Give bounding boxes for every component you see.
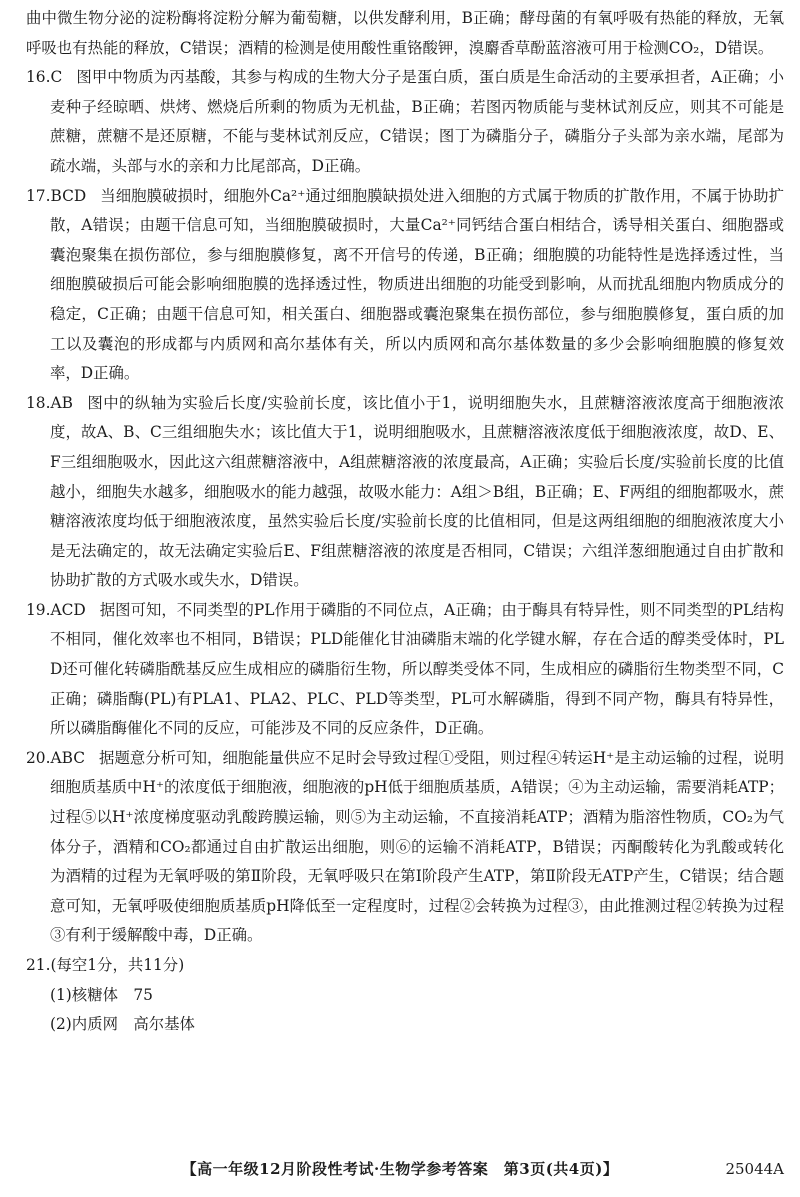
question-explanation: 据图可知，不同类型的PL作用于磷脂的不同位点，A正确；由于酶具有特异性，则不同类型的PL结构不相同，催化效率也不相同，B错误；PLD能催化甘油磷脂末端的化学键水解，存在合适的醇类受体时，PLD还可催化转磷脂酰基反应生成相应的磷脂衍生物，所以醇类受体不同，生成相应的磷脂衍生物类型不同，C正确；磷脂酶(PL)有PLA1、PLA2、PLC、PLD等类型，PL可水解磷脂，得到不同产物，酶具有特异性，所以磷脂酶催化不同的反应，可能涉及不同的反应条件，D正确。 [50, 600, 784, 738]
question-17 [26, 182, 784, 389]
continuation-paragraph: 曲中微生物分泌的淀粉酶将淀粉分解为葡萄糖，以供发酵利用，B正确；酵母菌的有氧呼吸有热能的释放，无氧呼吸也有热能的释放，C错误；酒精的检测是使用酸性重铬酸钾，溴麝香草酚蓝溶液可用于检测CO₂，D错误。 [26, 9, 784, 57]
question-explanation: 图中的纵轴为实验后长度/实验前长度，该比值小于1，说明细胞失水，且蔗糖溶液浓度高于细胞液浓度，故A、B、C三组细胞失水；该比值大于1，说明细胞吸水，且蔗糖溶液浓度低于细胞液浓度，故D、E、F三组细胞吸水，因此这六组蔗糖溶液中，A组蔗糖溶液的浓度最高，A正确；实验后长度/实验前长度的比值越小，细胞失水越多，细胞吸水的能力越强，故吸水能力：A组＞B组，B正确；E、F两组的细胞都吸水，蔗糖溶液浓度均低于细胞液浓度，虽然实验后长度/实验前长度的比值相同，但是这两组细胞的细胞液浓度大小是无法确定的，故无法确定实验后E、F组蔗糖溶液的浓度是否相同，C错误；六组洋葱细胞通过自由扩散和协助扩散的方式吸水或失水，D错误。 [50, 393, 784, 590]
question-explanation: 图甲中物质为丙基酸，其参与构成的生物大分子是蛋白质，蛋白质是生命活动的主要承担者，A正确；小麦种子经晾晒、烘烤、燃烧后所剩的物质为无机盐，B正确；若图丙物质能与斐林试剂反应，则其不可能是蔗糖，蔗糖不是还原糖，不能与斐林试剂反应，C错误；图丁为磷脂分子，磷脂分子头部为亲水端，尾部为疏水端，头部与水的亲和力比尾部高，D正确。 [50, 68, 784, 175]
question-21-item-1: (1)核糖体 75 [50, 985, 153, 1004]
question-16 [26, 63, 784, 181]
question-18 [26, 389, 784, 596]
question-explanation: 据题意分析可知，细胞能量供应不足时会导致过程①受阻，则过程④转运H⁺是主动运输的过程，说明细胞质基质中H⁺的浓度低于细胞液，细胞液的pH低于细胞质基质，A错误；④为主动运输，需要消耗ATP；过程⑤以H⁺浓度梯度驱动乳酸跨膜运输，则⑤为主动运输，不直接消耗ATP；酒精为脂溶性物质，CO₂为气体分子，酒精和CO₂都通过自由扩散运出细胞，则⑥的运输不消耗ATP，B错误；丙酮酸转化为乳酸或转化为酒精的过程为无氧呼吸的第Ⅱ阶段，无氧呼吸只在第Ⅰ阶段产生ATP，第Ⅱ阶段无ATP产生，C错误；结合题意可知，无氧呼吸使细胞质基质pH降低至一定程度时，过程②会转换为过程③，由此推测过程②转换为过程③有利于缓解酸中毒，D正确。 [50, 748, 784, 945]
question-21-header: 21.(每空1分，共11分) [26, 956, 185, 974]
question-number: 20. [26, 748, 51, 767]
question-number: 19. [26, 600, 51, 619]
question-20 [26, 744, 784, 951]
question-21-item-2: (2)内质网 高尔基体 [50, 1015, 195, 1034]
question-answer: ACD [50, 600, 86, 619]
answer-page [26, 4, 784, 1040]
question-number: 17. [26, 186, 51, 205]
question-number: 16. [26, 68, 51, 87]
question-19 [26, 596, 784, 744]
footer-code: 25044A [725, 1160, 784, 1178]
question-answer: BCD [50, 186, 87, 205]
question-answer: AB [50, 393, 73, 412]
page-footer [0, 1153, 800, 1185]
question-explanation: 当细胞膜破损时，细胞外Ca²⁺通过细胞膜缺损处进入细胞的方式属于物质的扩散作用，不属于协助扩散，A错误；由题干信息可知，当细胞膜破损时，大量Ca²⁺同钙结合蛋白相结合，诱导相关蛋白、细胞器或囊泡聚集在损伤部位，参与细胞膜修复，离不开信号的传递，B正确；细胞膜的功能特性是选择透过性，当细胞膜破损后可能会影响细胞膜的选择透过性，物质进出细胞的功能受到影响，从而扰乱细胞内物质成分的稳定，C正确；由题干信息可知，相关蛋白、细胞器或囊泡聚集在损伤部位，参与细胞膜修复，蛋白质的加工以及囊泡的形成都与内质网和高尔基体有关，所以内质网和高尔基体数量的多少会影响细胞膜的修复效率，D正确。 [50, 186, 784, 383]
footer-title: 【高一年级12月阶段性考试·生物学参考答案 第3页(共4页)】 [181, 1160, 619, 1178]
question-answer: ABC [50, 748, 85, 767]
question-answer: C [50, 68, 63, 87]
question-number: 18. [26, 393, 51, 412]
